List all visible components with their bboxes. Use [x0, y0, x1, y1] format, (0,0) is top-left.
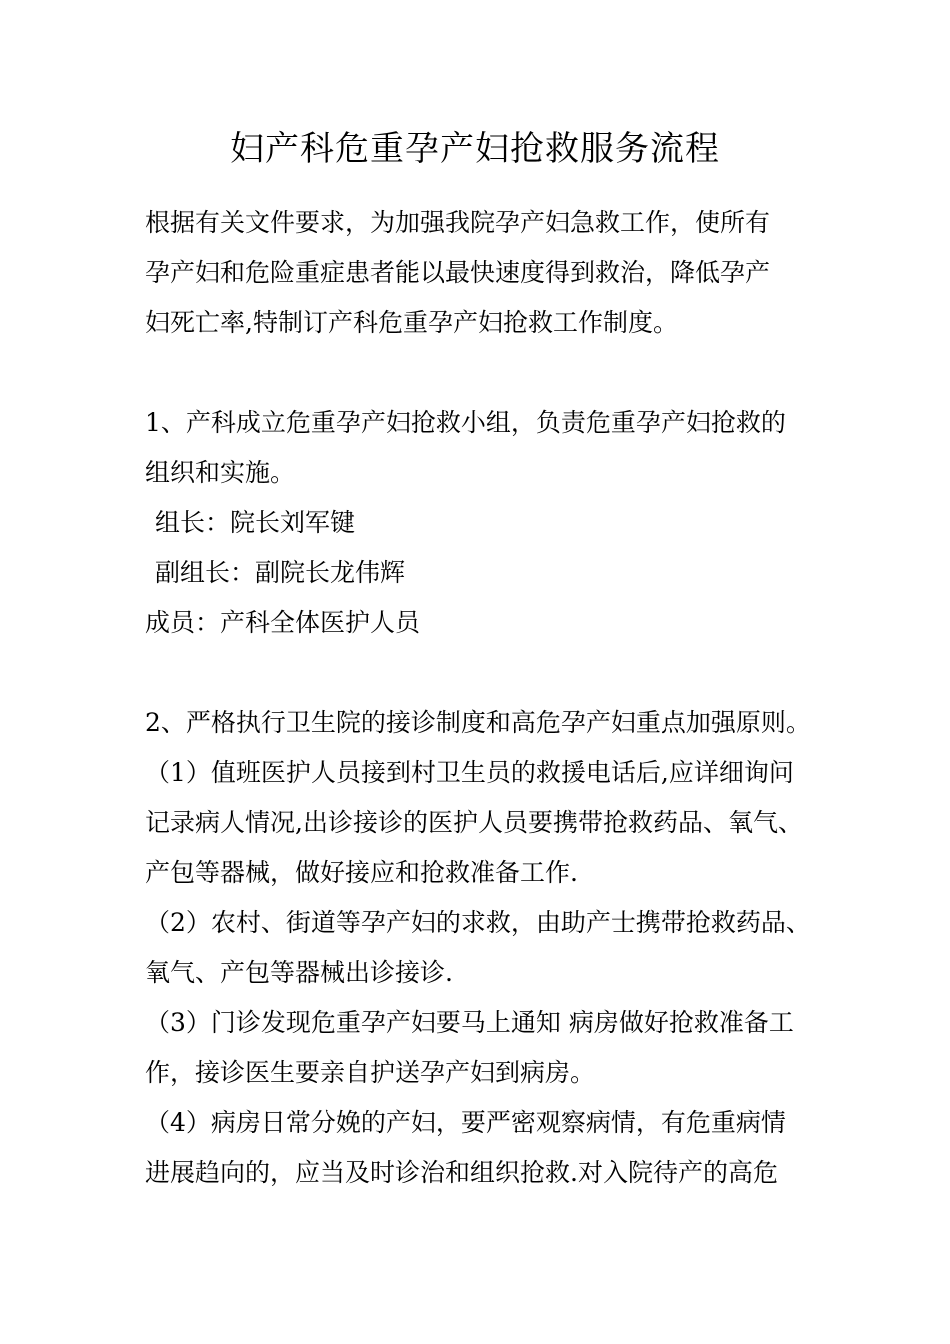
item-1-line: （1）值班医护人员接到村卫生员的救援电话后,应详细询问 [145, 758, 794, 787]
item-1-line: 记录病人情况,出诊接诊的医护人员要携带抢救药品、氧气、 [145, 808, 803, 837]
paragraph-gap [145, 648, 835, 698]
item-2-line: （2）农村、街道等孕产妇的求救，由助产士携带抢救药品、 [145, 908, 811, 937]
group-leader: 组长：院长刘军键 [155, 508, 356, 537]
paragraph-gap [145, 348, 835, 398]
intro-line: 孕产妇和危险重症患者能以最快速度得到救治，降低孕产 [145, 258, 771, 287]
document-title: 妇产科危重孕产妇抢救服务流程 [230, 129, 720, 169]
intro-line: 根据有关文件要求，为加强我院孕产妇急救工作，使所有 [145, 208, 771, 237]
item-4-line: 进展趋向的，应当及时诊治和组织抢救.对入院待产的高危 [145, 1158, 778, 1187]
section1-line: 1、产科成立危重孕产妇抢救小组，负责危重孕产妇抢救的 [145, 408, 786, 437]
section2-heading: 2、严格执行卫生院的接诊制度和高危孕产妇重点加强原则。 [145, 708, 811, 737]
group-members: 成员：产科全体医护人员 [145, 608, 421, 637]
item-4-line: （4）病房日常分娩的产妇，要严密观察病情，有危重病情 [145, 1108, 786, 1137]
section1-line: 组织和实施。 [145, 458, 296, 487]
item-1-line: 产包等器械，做好接应和抢救准备工作. [145, 858, 578, 887]
item-3-line: 作，接诊医生要亲自护送孕产妇到病房。 [145, 1058, 596, 1087]
intro-line: 妇死亡率,特制订产科危重孕产妇抢救工作制度。 [145, 308, 678, 337]
document-body [145, 198, 835, 1198]
item-3-line: （3）门诊发现危重孕产妇要马上通知 病房做好抢救准备工 [145, 1008, 794, 1037]
group-deputy-leader: 副组长：副院长龙伟辉 [155, 558, 406, 587]
item-2-line: 氧气、产包等器械出诊接诊. [145, 958, 453, 987]
